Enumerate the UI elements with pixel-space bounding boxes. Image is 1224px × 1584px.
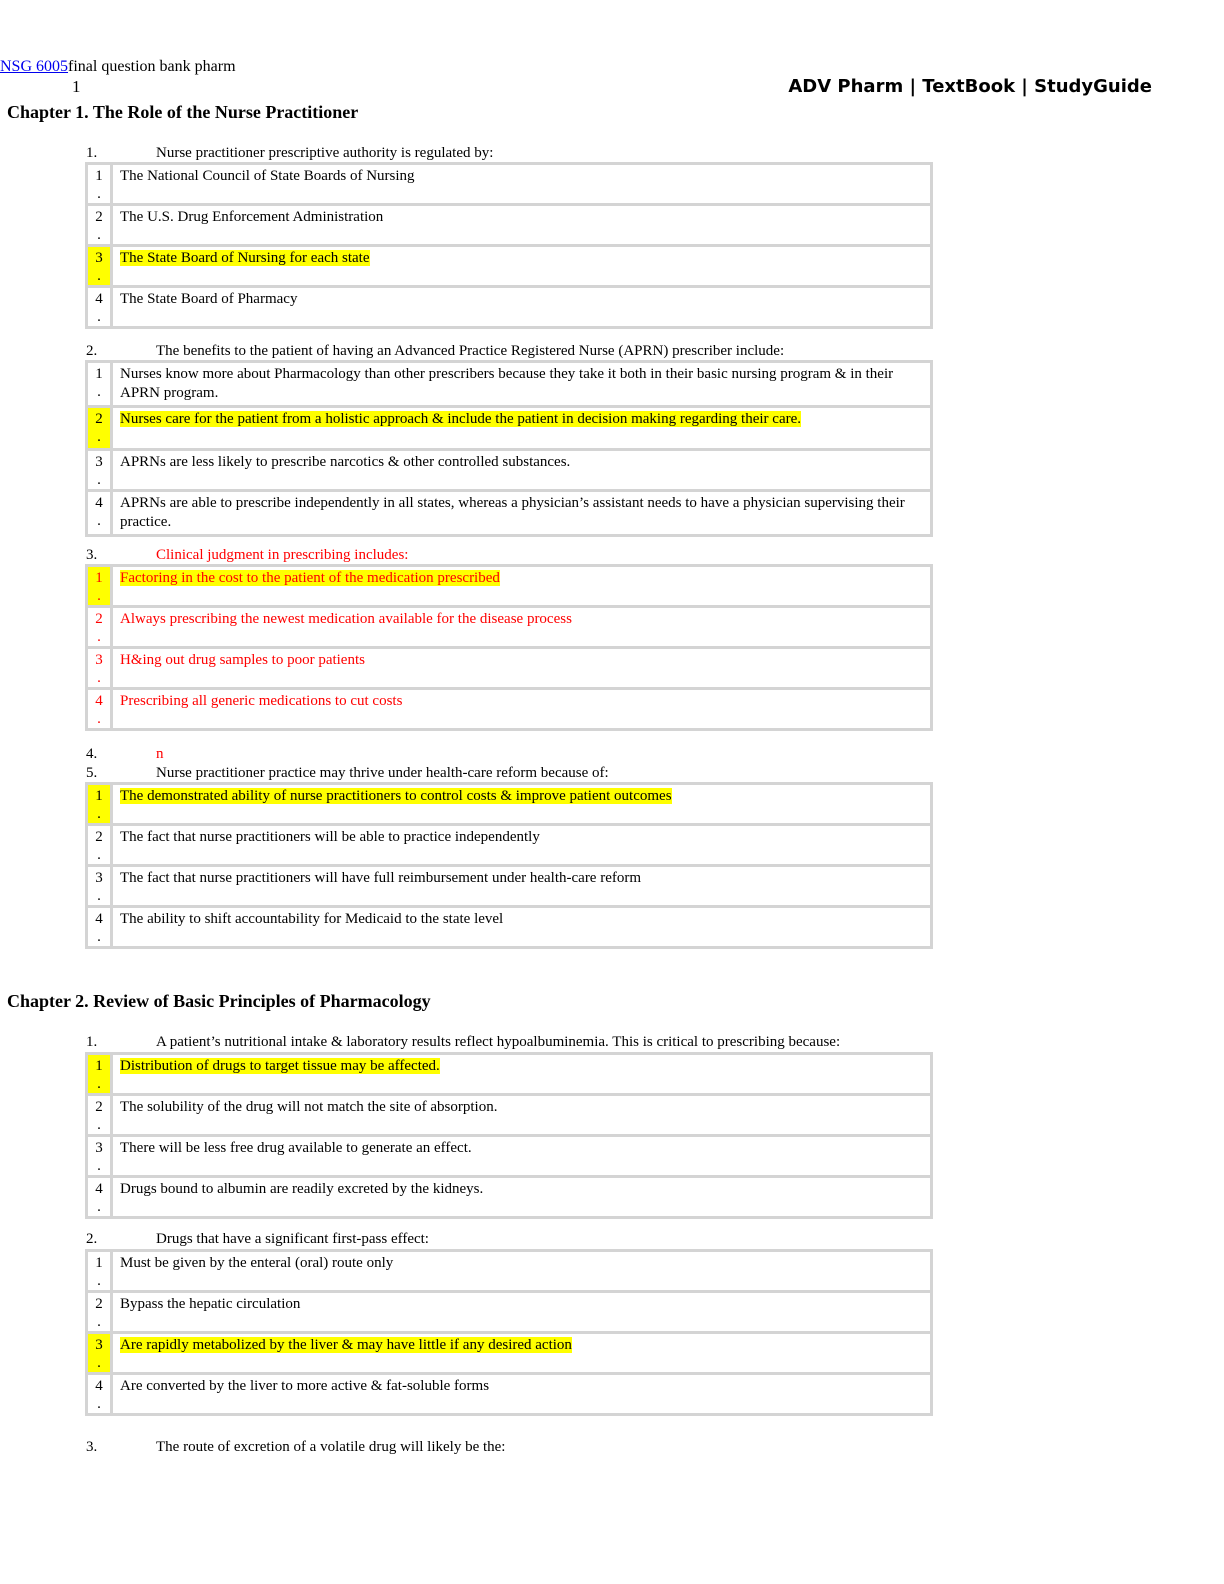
answer-option[interactable]: 1 . Must be given by the enteral (oral) route only — [87, 1251, 932, 1292]
answer-option-correct[interactable]: 1 . The demonstrated ability of nurse practitioners to control costs & improve patient outcomes — [87, 784, 932, 825]
option-number: 1 — [95, 570, 103, 586]
question-text: Nurse practitioner practice may thrive under health-care reform because of: — [156, 765, 609, 781]
option-number: 2 — [95, 1296, 103, 1312]
option-number: 1 — [95, 1058, 103, 1074]
option-text: The U.S. Drug Enforcement Administration — [120, 209, 384, 225]
option-text: Bypass the hepatic circulation — [120, 1296, 301, 1312]
chapter-2-title: Chapter 2. Review of Basic Principles of Pharmacology — [7, 991, 431, 1011]
question-number: 3. — [86, 1439, 98, 1455]
question-number: 4. — [86, 746, 98, 762]
option-text: Are converted by the liver to more active & fat-soluble forms — [120, 1378, 490, 1394]
answer-option[interactable]: 3 . H&ing out drug samples to poor patients — [87, 648, 932, 689]
answer-options-table — [85, 162, 933, 329]
option-text: Drugs bound to albumin are readily excreted by the kidneys. — [120, 1181, 484, 1197]
option-number: 1 — [95, 168, 103, 184]
answer-options-table — [85, 564, 933, 731]
answer-option-correct[interactable]: 3 . The State Board of Nursing for each state — [87, 246, 932, 287]
question-number: 3. — [86, 547, 98, 563]
option-text-highlighted: Are rapidly metabolized by the liver & may have little if any desired action — [120, 1337, 572, 1353]
question-text: Nurse practitioner prescriptive authority is regulated by: — [156, 145, 494, 161]
option-number: 3 — [95, 1140, 103, 1156]
option-text-highlighted: Distribution of drugs to target tissue may be affected. — [120, 1058, 440, 1074]
question-number: 1. — [86, 145, 98, 161]
answer-option-correct[interactable]: 2 . Nurses care for the patient from a holistic approach & include the patient in decision making regarding their care. — [87, 407, 932, 450]
option-text-highlighted: The State Board of Nursing for each state — [120, 250, 370, 266]
option-text: H&ing out drug samples to poor patients — [120, 652, 365, 668]
option-text: APRNs are less likely to prescribe narcotics & other controlled substances. — [120, 454, 571, 470]
option-text: The ability to shift accountability for Medicaid to the state level — [120, 911, 504, 927]
answer-options-table — [85, 1052, 933, 1219]
answer-option[interactable]: 4 . APRNs are able to prescribe independently in all states, whereas a physician’s assistant needs to have a physician supervising their practice. — [87, 491, 932, 536]
option-text: APRNs are able to prescribe independently in all states, whereas a physician’s assistant needs to have a physician supervising their practice. — [120, 495, 905, 530]
option-number: 2 — [95, 829, 103, 845]
option-number: 2 — [95, 209, 103, 225]
question-stem — [86, 1230, 429, 1248]
option-text: The fact that nurse practitioners will have full reimbursement under health-care reform — [120, 870, 642, 886]
question-number: 1. — [86, 1034, 98, 1050]
question-number: 2. — [86, 343, 98, 359]
option-number: 1 — [95, 366, 103, 382]
option-number: 4 — [95, 291, 103, 307]
answer-option[interactable]: 2 . The solubility of the drug will not match the site of absorption. — [87, 1095, 932, 1136]
question-stem — [86, 144, 493, 162]
question-number: 2. — [86, 1231, 98, 1247]
answer-options-table — [85, 360, 933, 537]
option-number: 3 — [95, 250, 103, 266]
option-text: The solubility of the drug will not match the site of absorption. — [120, 1099, 498, 1115]
option-text: Nurses know more about Pharmacology than other prescribers because they take it both in their basic nursing program & in their APRN program. — [120, 366, 894, 401]
option-text-highlighted: Factoring in the cost to the patient of the medication prescribed — [120, 570, 500, 586]
option-number: 2 — [95, 611, 103, 627]
answer-option[interactable]: 3 . There will be less free drug available to generate an effect. — [87, 1136, 932, 1177]
option-number: 2 — [95, 411, 103, 427]
answer-option[interactable]: 4 . The ability to shift accountability for Medicaid to the state level — [87, 907, 932, 948]
question-stem — [86, 1438, 505, 1456]
question-stem — [86, 745, 164, 763]
answer-option-correct[interactable]: 1 . Distribution of drugs to target tissue may be affected. — [87, 1054, 932, 1095]
option-text: Always prescribing the newest medication available for the disease process — [120, 611, 572, 627]
option-number: 4 — [95, 1378, 103, 1394]
option-text: There will be less free drug available to generate an effect. — [120, 1140, 472, 1156]
answer-option[interactable]: 4 . The State Board of Pharmacy — [87, 287, 932, 328]
question-text: Clinical judgment in prescribing includes: — [156, 547, 409, 563]
option-number: 1 — [95, 788, 103, 804]
document-header — [0, 58, 236, 76]
brand-title: ADV Pharm | TextBook | StudyGuide — [788, 76, 1152, 97]
option-number: 4 — [95, 911, 103, 927]
chapter-1-title: Chapter 1. The Role of the Nurse Practitioner — [7, 102, 359, 122]
answer-option[interactable]: 4 . Drugs bound to albumin are readily excreted by the kidneys. — [87, 1177, 932, 1218]
question-stem — [86, 1033, 840, 1051]
option-text-highlighted: The demonstrated ability of nurse practitioners to control costs & improve patient outcomes — [120, 788, 672, 804]
question-stem — [86, 546, 408, 564]
answer-option-correct[interactable]: 1 . Factoring in the cost to the patient of the medication prescribed — [87, 566, 932, 607]
question-stem — [86, 342, 784, 360]
answer-option[interactable]: 2 . Bypass the hepatic circulation — [87, 1292, 932, 1333]
option-number: 3 — [95, 652, 103, 668]
option-number: 4 — [95, 693, 103, 709]
option-number: 3 — [95, 454, 103, 470]
answer-options-table — [85, 1249, 933, 1416]
answer-option[interactable]: 3 . The fact that nurse practitioners will have full reimbursement under health-care reform — [87, 866, 932, 907]
question-text: The route of excretion of a volatile drug will likely be the: — [156, 1439, 506, 1455]
option-text: The National Council of State Boards of Nursing — [120, 168, 415, 184]
option-number: 2 — [95, 1099, 103, 1115]
question-text: n — [156, 746, 164, 762]
answer-option[interactable]: 4 . Prescribing all generic medications to cut costs — [87, 689, 932, 730]
option-number: 4 — [95, 495, 103, 511]
page-number: 1 — [72, 77, 81, 96]
option-number: 1 — [95, 1255, 103, 1271]
question-text: Drugs that have a significant first-pass effect: — [156, 1231, 429, 1247]
option-number: 3 — [95, 870, 103, 886]
answer-option-correct[interactable]: 3 . Are rapidly metabolized by the liver & may have little if any desired action — [87, 1333, 932, 1374]
option-text: The fact that nurse practitioners will be able to practice independently — [120, 829, 540, 845]
option-text: Prescribing all generic medications to cut costs — [120, 693, 403, 709]
answer-option[interactable]: 2 . The U.S. Drug Enforcement Administration — [87, 205, 932, 246]
header-title: final question bank pharm — [68, 58, 236, 75]
answer-option[interactable]: 4 . Are converted by the liver to more active & fat-soluble forms — [87, 1374, 932, 1415]
option-text: The State Board of Pharmacy — [120, 291, 298, 307]
question-stem — [86, 764, 609, 782]
answer-option[interactable]: 3 . APRNs are less likely to prescribe narcotics & other controlled substances. — [87, 450, 932, 491]
option-number: 3 — [95, 1337, 103, 1353]
course-link[interactable]: NSG 6005 — [0, 58, 69, 75]
answer-option[interactable]: 2 . The fact that nurse practitioners will be able to practice independently — [87, 825, 932, 866]
answer-option[interactable]: 2 . Always prescribing the newest medication available for the disease process — [87, 607, 932, 648]
answer-options-table — [85, 782, 933, 949]
question-number: 5. — [86, 765, 98, 781]
answer-option[interactable]: 1 . Nurses know more about Pharmacology than other prescribers because they take it both in their basic nursing program & in their APRN program. — [87, 362, 932, 407]
option-number: 4 — [95, 1181, 103, 1197]
option-text: Must be given by the enteral (oral) route only — [120, 1255, 394, 1271]
question-text: A patient’s nutritional intake & laboratory results reflect hypoalbuminemia. This is critical to prescribing because: — [156, 1034, 841, 1050]
question-text: The benefits to the patient of having an Advanced Practice Registered Nurse (APRN) prescriber include: — [156, 343, 785, 359]
answer-option[interactable]: 1 . The National Council of State Boards of Nursing — [87, 164, 932, 205]
option-text-highlighted: Nurses care for the patient from a holistic approach & include the patient in decision making regarding their care. — [120, 411, 801, 427]
